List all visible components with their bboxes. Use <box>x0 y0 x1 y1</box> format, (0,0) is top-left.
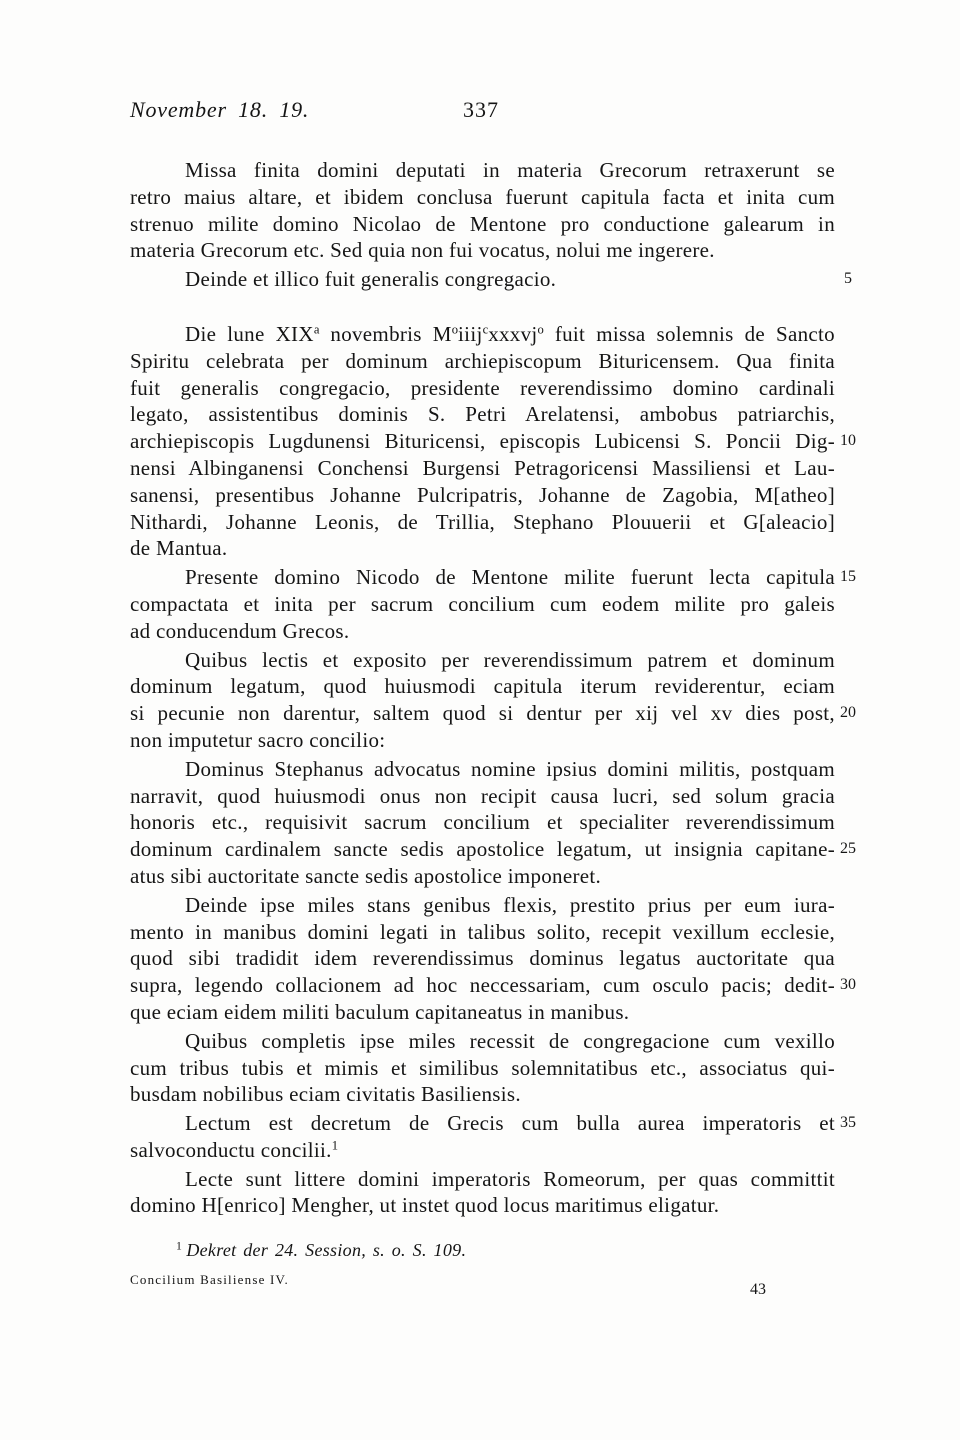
footnote-text: Dekret der 24. Session, s. o. S. 109. <box>186 1240 467 1260</box>
text-segment: iiij <box>458 321 483 346</box>
line-text: Quibus lectis et exposito per reverendissimum patrem et dominum <box>185 647 835 672</box>
line-text: Dominus Stephanus advocatus nomine ipsius domini militis, postquam <box>185 756 835 781</box>
line-text: dominum cardinalem sancte sedis apostolice legatum, ut insignia capitane- <box>130 837 835 862</box>
text-segment: xxxvj <box>488 321 538 346</box>
entry <box>130 157 852 293</box>
paragraph <box>130 892 856 1026</box>
paragraph <box>130 647 856 754</box>
entry <box>130 321 856 1219</box>
text-line <box>130 809 835 836</box>
text-segment: novembris M <box>319 321 452 346</box>
line-text: supra, legendo collacionem ad hoc neccessariam, cum osculo pacis; dedit- <box>130 973 835 998</box>
paragraph <box>130 1028 835 1108</box>
line-text: Quibus completis ipse miles recessit de congregacione cum vexillo <box>185 1028 835 1053</box>
text-line <box>130 237 835 264</box>
line-text: dominum legatum, quod huiusmodi capitula iterum reviderentur, eciam <box>130 674 835 699</box>
text-line <box>130 211 835 238</box>
text-line <box>130 375 835 402</box>
text-line <box>130 1166 835 1193</box>
line-text: Lectum est decretum de Grecis cum bulla aurea imperatoris et <box>185 1111 835 1136</box>
line-text: honoris etc., requisivit sacrum concilium et specialiter reverendissimum <box>130 810 835 835</box>
text-line <box>130 321 835 348</box>
paragraph <box>130 1110 856 1164</box>
text-line <box>130 863 835 890</box>
paragraph <box>130 1166 835 1220</box>
line-text: quod sibi tradidit idem reverendissimus dominus legatus auctoritate qua <box>130 946 835 971</box>
text-line <box>130 836 856 863</box>
text-line <box>130 157 835 184</box>
text-line <box>130 783 835 810</box>
superscript: 1 <box>331 1138 338 1153</box>
text-line <box>130 972 856 999</box>
line-text: Spiritu celebrata per dominum archiepiscopum Bituricensem. Qua finita <box>130 348 835 373</box>
line-text: Deinde et illico fuit generalis congregacio. <box>185 267 557 292</box>
line-text: atus sibi auctoritate sancte sedis apostolice imponeret. <box>130 863 602 888</box>
sheet-number: 43 <box>750 1281 766 1298</box>
text-line <box>130 727 835 754</box>
text-line <box>130 482 835 509</box>
line-text: archiepiscopis Lugdunensi Bituricensi, episcopis Lubicensi S. Poncii Dig- <box>130 429 835 454</box>
text-line <box>130 756 835 783</box>
text-line <box>130 535 835 562</box>
line-number: 10 <box>840 432 856 450</box>
text-line <box>130 184 835 211</box>
page-number: 337 <box>463 97 499 122</box>
text-line <box>130 509 835 536</box>
line-text: de Mantua. <box>130 536 228 561</box>
line-text: que eciam eidem militi baculum capitaneatus in manibus. <box>130 999 630 1024</box>
line-text: cum tribus tubis et mimis et similibus solemnitatibus etc., associatus qui- <box>130 1055 835 1080</box>
paragraph <box>130 321 856 562</box>
line-text: non imputetur sacro concilio: <box>130 727 386 752</box>
line-text: domino H[enrico] Mengher, ut instet quod locus maritimus eligatur. <box>130 1193 720 1218</box>
paragraph <box>130 266 852 293</box>
text-line <box>130 564 856 591</box>
line-text: nensi Albinganensi Conchensi Burgensi Petragoricensi Massiliensi et Lau- <box>130 455 835 480</box>
text-line <box>130 1137 835 1164</box>
footnote-marker: 1 <box>176 1239 182 1253</box>
superscript: o <box>537 322 544 337</box>
text-line <box>130 266 852 293</box>
line-text: sanensi, presentibus Johanne Pulcripatris, Johanne de Zagobia, M[atheo] <box>130 482 835 507</box>
line-number: 5 <box>844 270 852 288</box>
text-line <box>130 919 835 946</box>
line-text: mento in manibus domini legati in talibus solito, recepit vexillum ecclesie, <box>130 919 835 944</box>
paragraph <box>130 564 856 644</box>
text-line <box>130 1081 835 1108</box>
line-number: 30 <box>840 976 856 994</box>
text-line <box>130 647 835 674</box>
printer-signature: Concilium Basiliense IV. <box>130 1272 289 1287</box>
text-line <box>130 673 835 700</box>
paragraph <box>130 157 835 264</box>
text-line <box>130 428 856 455</box>
paragraph <box>130 756 856 890</box>
line-number: 35 <box>840 1114 856 1132</box>
superscript: a <box>313 322 320 337</box>
line-text: Missa finita domini deputati in materia Grecorum retraxerunt se <box>185 158 835 182</box>
text-segment: fuit missa solemnis de Sancto <box>543 321 835 346</box>
text-line <box>130 618 835 645</box>
text-line <box>130 892 835 919</box>
line-number: 15 <box>840 568 856 586</box>
text-line <box>130 945 835 972</box>
text-line <box>130 1055 835 1082</box>
text-line <box>130 401 835 428</box>
line-text: si pecunie non darentur, saltem quod si dentur per xij vel xv dies post, <box>130 701 835 726</box>
text-line <box>130 1192 835 1219</box>
line-text: fuit generalis congregacio, presidente reverendissimo domino cardinali <box>130 375 835 400</box>
line-text: Nithardi, Johanne Leonis, de Trillia, Stephano Plouuerii et G[aleacio] <box>130 509 835 534</box>
line-text: strenuo milite domino Nicolao de Mentone pro conductione galearum in <box>130 211 835 236</box>
line-text: compactata et inita per sacrum concilium cum eodem milite pro galeis <box>130 591 835 616</box>
line-number: 20 <box>840 704 856 722</box>
line-number: 25 <box>840 840 856 858</box>
text-line <box>130 700 856 727</box>
body-text <box>130 157 856 1219</box>
line-text: busdam nobilibus eciam civitatis Basiliensis. <box>130 1082 521 1107</box>
line-text: legato, assistentibus dominis S. Petri Arelatensi, ambobus patriarchis, <box>130 402 835 427</box>
running-title: November 18. 19. <box>130 97 310 122</box>
superscript: c <box>482 322 489 337</box>
line-text: narravit, quod huiusmodi onus non recipit causa lucri, sed solum gracia <box>130 783 835 808</box>
line-text: materia Grecorum etc. Sed quia non fui vocatus, nolui me ingerere. <box>130 238 715 263</box>
line-text: ad conducendum Grecos. <box>130 618 350 643</box>
text-line <box>130 1110 856 1137</box>
text-line <box>130 455 835 482</box>
text-line <box>130 999 835 1026</box>
line-text: Lecte sunt littere domini imperatoris Romeorum, per quas committit <box>185 1166 835 1191</box>
text-segment: Die lune XIX <box>185 321 314 346</box>
text-segment: salvoconductu concilii. <box>130 1137 332 1162</box>
text-line <box>130 348 835 375</box>
text-line <box>130 1028 835 1055</box>
line-text: retro maius altare, et ibidem conclusa fuerunt capitula facta et inita cum <box>130 184 835 209</box>
text-line <box>130 591 835 618</box>
line-text: Presente domino Nicodo de Mentone milite fuerunt lecta capitula <box>185 565 835 590</box>
footnote <box>176 1238 466 1262</box>
superscript: o <box>451 322 459 337</box>
line-text: Deinde ipse miles stans genibus flexis, prestito prius per eum iura- <box>185 892 835 917</box>
